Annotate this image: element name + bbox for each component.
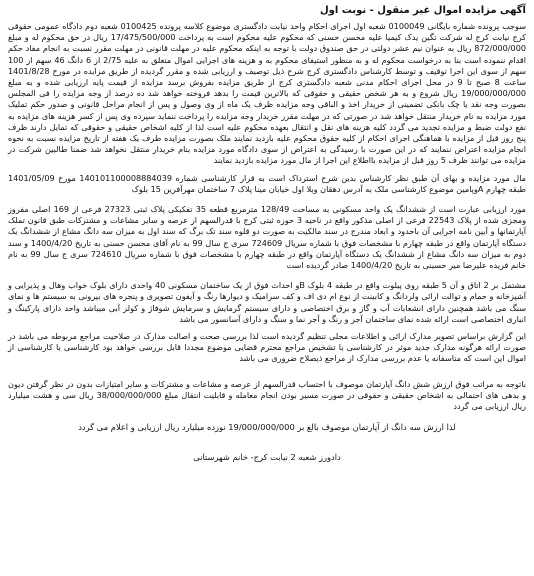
spacer (8, 412, 526, 421)
notice-paragraph-property-details: مورد ارزیابی عبارت است از ششدانگ یک واحد مسکونی به مساحت 128/49 مترمربع قطعه 35 تفکیکی پلاک ثبتی 27323 فرعی از 169 اصلی مفروز ومجزی شده از پلاک 22543 فرعی از اصلی مذکور واقع در ناحیه 3 حوزه ثبتی کرج با قدرالسهم از عرصه و سایر مشاعات و مشترکات طبق قانون تملک آپارتمانها و آیین نامه اجرایی آن باحدود و ابعاد مندرج در سند مالکیت به صورت دو قلوه سند تک برگ که سند اول به میزان سه دانگ مشاع از ششدانگ یک دستگاه آپارتمان واقع در طبقه چهارم با مشخصات فوق با شماره سریال 724609 سری ج سال 99 به نام آقای محسن حسنی به تاریخ 1400/4/20 و سند دوم به میزان سه دانگ مشاع از ششدانگ یک دستگاه آپارتمان واقع در طبقه چهارم با مشخصات فوق با شماره سریال 724610 سری ج سال 99 به نام خانم فریده علیرضا میر حسینی به تاریخ 1400/4/20 صادر گردیده است (8, 204, 527, 271)
notice-paragraph-three-dang-valuation: لذا ارزش سه دانگ از آپارتمان موصوف بالغ بر 19/000/000/000 نوزده میلیارد ریال ارزیابی و اعلام می گردد (78, 422, 456, 433)
notice-paragraph-main: سوجب پرونده شماره بایگانی 0100049 شعبه اول اجرای احکام واحد نیابت دادگستری موضوع کلاسه پرونده 0100425 شعبه دوم دادگاه عمومی حقوقی کرج نیابت کرج له شرکت تگین یدک کیمیا علیه محسن حسنی که محکوم علیه محکوم است به پرداخت 17/475/500/000 ریال در حق محکوم له و مبلغ 872/000/000 ریال به عنوان نیم عشر دولتی در حق صندوق دولت با توجه به اینکه محکوم علیه در مهلت قانونی در مهلت مقرر نسبت به انجام مفاد حکم اقدام ننموده است بنا به درخواست محکوم له و به منظور استیفای محکوم به و هزینه های اجرایی اموال متعلق به علیه 2/75 از 6 دانگ 46 سهم از 100 سهم از سوی این اجرا توقیف و توسط کارشناس دادگستری کرج شرح ذیل توصیف و ارزیابی شده و مقرر گردیده از طریق مزایده در مورخ 1401/8/28 ساعت 8 صبح تا 9 در محل اجرای احکام مدنی شعبه دادگستری کرج از طریق مزایده بفروش برسد مزایده از قیمت پایه ارزیابی شده و به مبلغ 19/000/000/000 ریال شروع و به هر شخص حقیقی و حقوقی که بالاترین قیمت را بدهد فروخته خواهد شد ده درصد از وجه مزایده را فی المجلس بصورت وجه نقد یا چک بانکی تضمینی از خریدار اخذ و الباقی وجه مزایده ظرف یک ماه از وی وصول و پس از انجام مراحل قانونی و صدور حکم تملیک مورد مزایده به نام خریدار منتقل خواهد شد در صورتی که در مهلت مقرر خریدار وجه مزایده را پرداخت ننماید سپرده وی پس از کسر هزینه های مزایده به نفع دولت ضبط و مزایده تجدید می گردد کلیه هزینه های نقل و انتقال بعهده محکوم علیه است لذا از کلیه اشخاص حقیقی و حقوقی که تمایل دارند ظرف پنج روز قبل از مزایده با هماهنگی اجرای احکام از کلیه حقوق محکوم علیه بازدید نمایند ملک بصورت مزایده طرف یک هفته از تاریخ مزایده نسبت به نحوه انجام مزایده اعتراض ننمایند که در این صورت با رسیدگی به اعتراض از سوی دادگاه مورد مزایده بنام خریدار منتقل نخواهد شد ضمنا طالبین شرکت در مزایده می توانند ظرف 5 روز قبل از مزایده بااطلاع این اجرا از مال مورد مزایده بازدید نمایند (8, 21, 527, 166)
notice-paragraph-report-basis: این گزارش براساس تصویر مدارک ارائی و اطلاعات محلی تنظیم گردیده است لذا بررسی صحت و اصالت مدارک در صلاحیت مراجع مربوطه می باشد در صورت ارائه هرگونه مدارک جدید موثر در کارشناسی یا تشخیص مراجع محترم قضایی موضوع مجددا قابل بررسی خواهد بود کارشناسی یا کارشناسی از اموال این است که متاسفانه یا عدم بررسی مدارک از مراجع ذیصلاح ضروری می باشد (8, 331, 526, 364)
notice-paragraph-building-description: مشتمل بر 2 اتاق و آن 5 طبقه روی پیلوت واقع در طبقه 4 بلوک Bو احداث فوق از یک ساختمان مسکونی 40 واحدی دارای بلوک خواب وهال و پذیرایی و آشپزخانه و حمام و توالت ارائی ولردانگ و کابینت از نوع ام دی اف و کف سرامیک و دیوارها رنگ و آیفون تصویری و پنجره های بیرونی به سیستم ها و نمای سنگ می باشد همچنین دارای انشعابات آب و گاز و برق اختصاصی و دارای سیستم گرمایش و سرمایش شوفاژ و کولر آبی میباشد واحد دارای پارکینگ و انباری اختصاصی است ارائه شده نمای ساختمان آجر و رنگ و آجر نما و سنگ و دارای آسانسور می باشد (8, 280, 526, 324)
spacer (8, 433, 526, 447)
notice-title: آگهی مزایده اموال غیر منقول - نوبت اول (320, 5, 526, 16)
notice-signature: دادورز شعبه 2 نیابت کرج- خانم شهرستانی (193, 452, 341, 463)
notice-paragraph-total-valuation: باتوجه به مراتب فوق ارزش شش دانگ آپارتمان موصوف با احتساب قدرالسهم از عرصه و مشاعات و مشترکات و سایر امتیازات بدون در نظر گرفتن دیون و بدهی های احتمالی به اشخاص حقیقی و حقوقی در صورت مسیر بودن انجام معامله و قابلیت انتقال مبلغ 38/000/000/000 ریال سی و هشت میلیارد ریال ارزیابی می گردد (8, 378, 527, 412)
spacer (8, 271, 526, 280)
spacer (8, 195, 526, 204)
notice-paragraph-property-intro: مال مورد مزایده و بهای آن طبق نظر کارشناس بدین شرح استرداک است به قرار کارشناسی شماره 140101100008884039 مورخ 1401/05/09 طبقه چهارم Aوپامین موضوع کارشناسی ملک به آدرس دهقان ویلا اول خیابان مینا پلاک 7 ساختمان مهرآفرین 15 بلوک (8, 172, 526, 194)
spacer (8, 365, 526, 379)
